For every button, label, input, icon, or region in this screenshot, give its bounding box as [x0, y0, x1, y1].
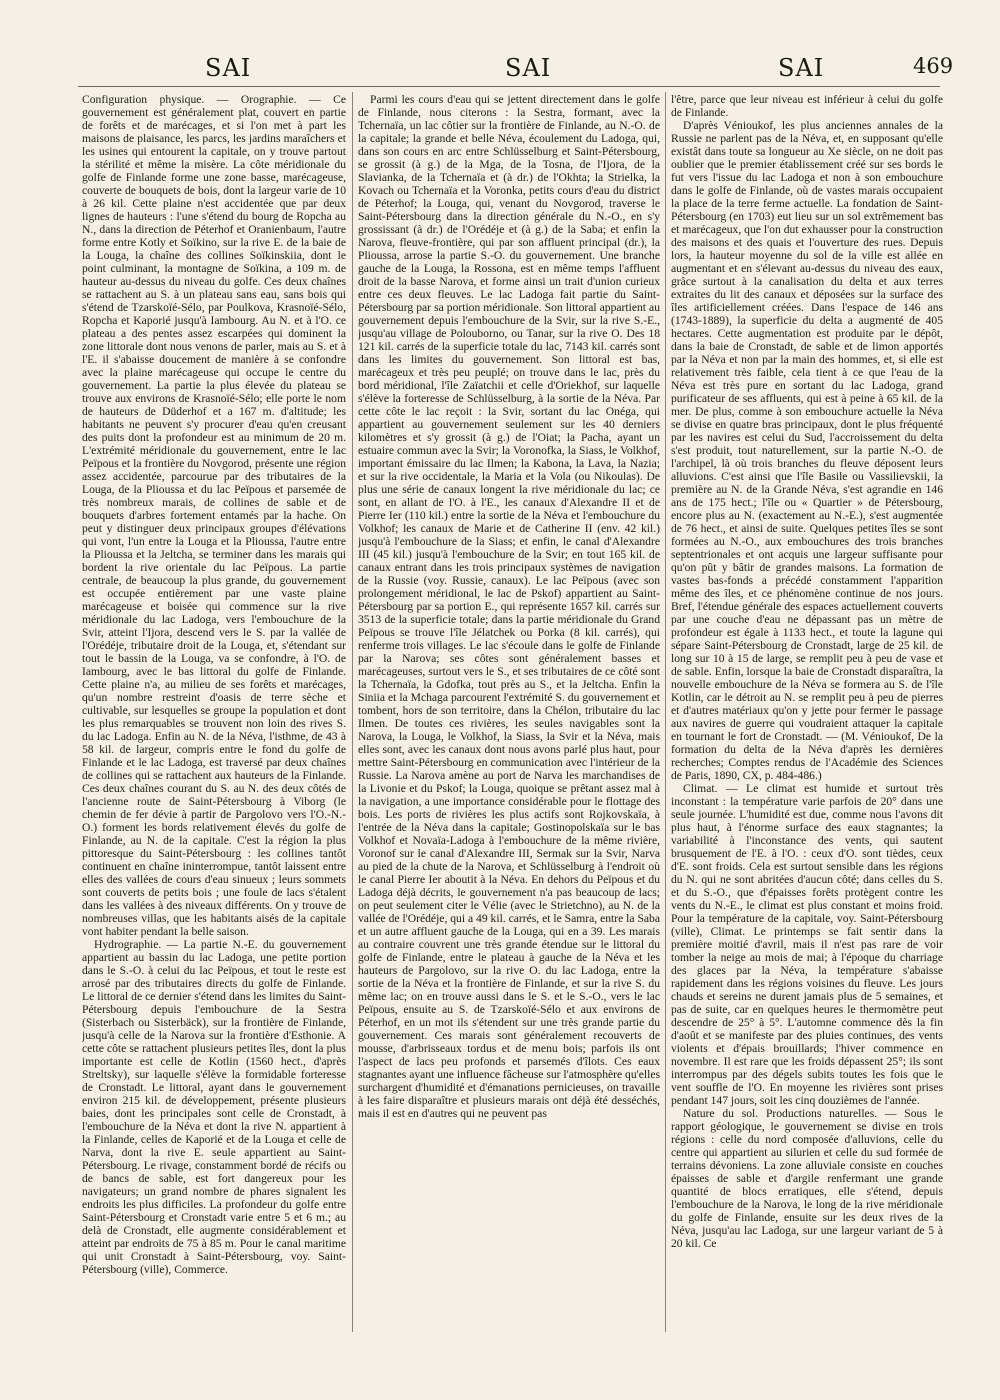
running-header-center: SAI — [505, 54, 552, 82]
running-header-left: SAI — [205, 54, 252, 82]
paragraph-hydrographie: Hydrographie. — La partie N.-E. du gouvernement appartient au bassin du lac Ladoga, une petite portion dans le S.-O. à celui du lac Peïpous, et tout le reste est arrosé par des tributaires directs du golfe de Finlande. Le littoral de ce dernier s'étend dans les limites du Saint-Pétersbourg depuis l'embouchure de la Sestra (Sisterbach ou Sisterbäck), sur la frontière de Finlande, jusqu'à celle de la Narova sur la frontière d'Esthonie. A cette côte se rattachent plusieurs petites îles, dont la plus importante est celle de Kotlin (1560 hect., d'après Streltsky), sur laquelle s'élève la formidable forteresse de Cronstadt. Le littoral, ayant dans le gouvernement environ 215 kil. de développement, présente plusieurs baies, dont les principales sont celle de Cronstadt, à l'embouchure de la Néva et dont la rive N. appartient à la Finlande, celles de Kaporié et de la Louga et celle de Narva, dont la rive E. seule appartient au Saint-Pétersbourg. Le rivage, constamment bordé de récifs ou de bancs de sable, est fort dangereux pour les navigateurs; un grand nombre de phares signalent les endroits les plus difficiles. La profondeur du golfe entre Saint-Pétersbourg et Cronstadt varie entre 5 et 6 m.; au delà de Cronstadt, elle augmente considérablement et atteint par endroits de 75 à 85 m. Pour le canal maritime qui unit Cronstadt à Saint-Pétersbourg, voy. Saint-Pétersbourg (ville), Commerce. — [82, 938, 346, 1276]
paragraph-cours-d-eau: Parmi les cours d'eau qui se jettent directement dans le golfe de Finlande, nous citerons : la Sestra, formant, avec la Tchernaïa, un lac côtier sur la frontière de Finlande, au N.-O. de la capitale; la grande et belle Néva, écoulement du Ladoga, qui, dans son cours en arc entre Schlüsselburg et Saint-Pétersbourg, se grossit (à g.) de la Mga, de la Tosna, de l'Ijora, de la Slavianka, de la Tchernaïa et (à dr.) de l'Okhta; la Strielka, la Kovach ou Tchernaïa et la Voronka, petits cours d'eau du district de Péterhof; la Louga, qui, venant du Novgorod, traverse le Saint-Pétersbourg dans la direction générale du N.-O., en s'y grossissant (à dr.) de l'Orédéje et (à g.) de la Saba; et enfin la Narova, fleuve-frontière, qui par son affluent principal (dr.), la Plioussa, arrose la partie S.-O. du gouvernement. Une branche gauche de la Louga, la Rossona, est en même temps l'affluent droit de la basse Narova, et forme ainsi un trait d'union curieux entre ces deux fleuves. Le lac Ladoga fait partie du Saint-Pétersbourg par sa portion méridionale. Son littoral appartient au gouvernement depuis l'embouchure de la Svir, sur la rive S.-E., jusqu'au village de Polouborno, ou Tanar, sur la rive O. Des 18 121 kil. carrés de la superficie totale du lac, 7143 kil. carrés sont dans les limites du gouvernement. Son littoral est bas, marécageux et très peu peuplé; on trouve dans le lac, près du bord méridional, l'île Zaïatchii et celle d'Oriekhof, sur laquelle s'élève la forteresse de Schlüsselburg, à la sortie de la Néva. Par cette côte le lac reçoit : la Svir, sortant du lac Onéga, qui appartient au gouvernement seulement sur les 40 derniers kilomètres et s'y grossit (à g.) de l'Oiat; la Pacha, ayant un estuaire commun avec la Svir; la Voronofka, la Siass, le Volkhof, important émissaire du lac Ilmen; la Kabona, la Lava, la Nazia; et sur la rive occidentale, la Maria et la Vola (ou Nikoulas). De plus une série de canaux longent la rive méridionale du lac; ce sont, en allant de l'O. à l'E., les canaux d'Alexandre II et de Pierre Ier (110 kil.) entre la sortie de la Néva et l'embouchure du Volkhof; les canaux de Marie et de Catherine II (env. 42 kil.) jusqu'à l'embouchure de la Siass; et enfin, le canal d'Alexandre III (45 kil.) jusqu'à l'embouchure de la Svir; en tout 165 kil. de canaux entrant dans les trois principaux systèmes de navigation de la Russie (voy. Russie, canaux). Le lac Peïpous (avec son prolongement méridional, le lac de Pskof) appartient au Saint-Pétersbourg par sa portion E., qui représente 1657 kil. carrés sur 3513 de la superficie totale; dans la partie méridionale du Grand Peïpous se trouve l'île Jélatchek ou Porka (8 kil. carrés), qui renferme trois villages. Le lac s'écoule dans le golfe de Finlande par la Narova; ses côtes sont généralement basses et marécageuses, surtout vers le S., et ses tributaires de ce côté sont la Tchernaïa, la Gdofka, tout près au S., et la Jeltcha. Enfin la Siniia et la Mchaga parcourent l'extrémité S. du gouvernement et tombent, hors de son territoire, dans la Chélon, tributaire du lac Ilmen. De toutes ces rivières, les seules navigables sont la Narova, la Louga, le Volkhof, la Siass, la Svir et la Néva, mais elles sont, avec les canaux dont nous avons parlé plus haut, pour mettre Saint-Pétersbourg en communication avec l'intérieur de la Russie. La Narova amène au port de Narva les marchandises de la Livonie et du Pskof; la Louga, quoique se prêtant assez mal à la navigation, a une importance considérable pour le flottage des bois. Les ports de rivières les plus actifs sont Rojkovskaïa, à l'entrée de la Néva dans la capitale; Gostinopolskaïa sur le bas Volkhof et Novaïa-Ladoga à l'embouchure de la même rivière, Voronof sur le canal d'Alexandre III, Sermak sur la Svir, Narva au pied de la chute de la Narova, et Schlüsselburg à l'endroit où le canal Pierre Ier aboutit à la Néva. En dehors du Peïpous et du Ladoga déjà décrits, le gouvernement n'a pas beaucoup de lacs; on peut seulement citer le Vélie (avec le Strietchno), au N. de la vallée de l'Orédéje, qui a 49 kil. carrés, et le Samra, entre la Saba et un autre affluent gauche de la Louga, qui en a 39. Les marais au contraire couvrent une très grande étendue sur le littoral du golfe de Finlande, entre le plateau à gauche de la Néva et les hauteurs de Pargolovo, sur la rive O. du lac Ladoga, entre la sortie de la Néva et la frontière de Finlande, et sur la rive S. du même lac; on en trouve aussi dans le S. et le S.-O., vers le lac Peïpous, ensuite au S. de Tzarskoïé-Sélo et aux environs de Péterhof, en un mot ils s'étendent sur une très grande partie du gouvernement. Ces marais sont généralement recouverts de mousse, d'arbrisseaux tordus et de menu bois; parfois ils ont l'aspect de lacs peu profonds et parsemés d'îlots. Ces eaux stagnantes ayant une influence fâcheuse sur l'atmosphère qu'elles surchargent d'humidité et d'émanations pernicieuses, on travaille à les faire disparaître et plusieurs marais ont déjà été desséchés, mais il est en d'autres qui ne peuvent pas — [358, 93, 660, 1120]
text-column-2 — [358, 93, 660, 1331]
paragraph-climat: Climat. — Le climat est humide et surtout très inconstant : la température varie parfois de 20° dans une seule journée. L'humidité est due, comme nous l'avons dit plus haut, à l'énorme surface des eaux stagnantes; la variabilité à l'inconstance des vents, qui sautent brusquement de l'E. à l'O. : ceux d'O. sont tièdes, ceux d'E. sont froids. Cela est surtout sensible dans les régions du N. qui ne sont abritées d'aucun côté; dans celles du S. et du S.-O., que d'épaisses forêts protègent contre les vents du N.-E., le climat est plus constant et moins froid. Pour la température de la capitale, voy. Saint-Pétersbourg (ville), Climat. Le printemps se fait sentir dans la première moitié d'avril, mais il n'est pas rare de voir tomber la neige au mois de mai; à l'époque du charriage des glaces par la Néva, la température s'abaisse rapidement dans les régions voisines du fleuve. Les jours chauds et sereins ne durent jamais plus de 5 semaines, et pas de suite, car en quelques heures le thermomètre peut descendre de 25° à 5°. L'automne commence dès la fin d'août et se manifeste par des pluies continues, des vents violents et d'épais brouillards; l'hiver commence en novembre. Il est rare que les froids dépassent 25°; ils sont interrompus par des dégels subits toutes les fois que le vent souffle de l'O. En moyenne les rivières sont prises pendant 147 jours, soit les cinq douzièmes de l'année. — [671, 782, 943, 1107]
column-divider-2 — [665, 92, 666, 1332]
header-rule — [78, 86, 940, 87]
paragraph-continuation: l'être, parce que leur niveau est inférieur à celui du golfe de Finlande. — [671, 93, 943, 119]
text-column-1 — [82, 93, 346, 1331]
page-number: 469 — [913, 54, 954, 78]
column-divider-1 — [352, 92, 353, 1332]
paragraph-orographie: Configuration physique. — Orographie. — Ce gouvernement est généralement plat, couvert en partie de forêts et de marécages, et si l'on met à part les maisons de plaisance, les parcs, les jardins maraîchers et les usines qui entourent la capitale, on y trouve partout la stérilité et même la misère. La côte méridionale du golfe de Finlande forme une zone basse, marécageuse, couverte de bouquets de bois, dont la largeur varie de 10 à 26 kil. Cette plaine n'est accidentée que par deux lignes de hauteurs : l'une s'étend du bourg de Ropcha au N., dans la direction de Péterhof et Oranienbaum, l'autre forme entre Kotly et Soïkino, sur la rive E. de la baie de la Louga, la chaîne des collines Soïkinskiia, dont le point culminant, la montagne de Soïkina, a 109 m. de hauteur au-dessus du niveau du golfe. Ces deux chaînes se rattachent au S. à un plateau sans eau, sans bois qui s'étend de Tzarskoïé-Sélo, par Poulkova, Krasnoïé-Sélo, Ropcha et Kaporié jusqu'à Iambourg. Au N. et à l'O. ce plateau a des pentes assez escarpées qui dominent la zone littorale dont nous venons de parler, mais au S. et à l'E. il s'abaisse doucement de manière à se confondre avec la plaine marécageuse qui occupe le centre du gouvernement. La partie la plus élevée du plateau se trouve aux environs de Krasnoïé-Sélo; elle porte le nom de hauteurs de Düderhof et a 167 m. d'altitude; les habitants ne peuvent s'y procurer d'eau qu'en creusant des puits dont la profondeur est au minimum de 20 m. L'extrémité méridionale du gouvernement, entre le lac Peïpous et la frontière du Novgorod, présente une région assez accidentée, parcourue par des tributaires de la Louga, de la Plioussa et du lac Peïpous et parsemée de très nombreux marais, de collines de sable et de bouquets d'arbres fortement entamés par la hache. On peut y distinguer deux principaux groupes d'élévations qui vont, l'un entre la Louga et la Plioussa, l'autre entre la Plioussa et la Jeltcha, se terminer dans les marais qui bordent la rive orientale du lac Peïpous. La partie centrale, de beaucoup la plus grande, du gouvernement est occupée entièrement par une vaste plaine marécageuse et boisée qui commence sur la rive méridionale du lac Ladoga, vers l'embouchure de la Svir, atteint l'Ijora, descend vers le S. par la vallée de l'Orédéje, tributaire droit de la Louga, et, s'étendant sur tout le bassin de la Louga, va se confondre, à l'O. de Iambourg, avec le bas littoral du golfe de Finlande. Cette plaine n'a, au milieu de ses forêts et marécages, qu'un nombre restreint d'oasis de terre sèche et cultivable, sur lesquelles se groupe la population et dont les plus remarquables se trouvent non loin des rives S. du lac Ladoga. Enfin au N. de la Néva, l'isthme, de 43 à 58 kil. de largeur, compris entre le fond du golfe de Finlande et le lac Ladoga, est traversé par deux chaînes de collines qui se rattachent aux hauteurs de la Finlande. Ces deux chaînes courant du S. au N. des deux côtés de l'ancienne route de Saint-Pétersbourg à Viborg (le chemin de fer dévie à partir de Pargolovo vers l'O.-N.-O.) forment les bords relativement élevés du golfe de Finlande, au N. de la capitale. C'est la région la plus pittoresque du Saint-Pétersbourg : les collines tantôt continuent en chaîne ininterrompue, tantôt laissent entre elles des vallées de cours d'eau sinueux ; leurs sommets sont couverts de petits bois ; une foule de lacs s'étalent dans les vallées à des niveaux différents. On y trouve de nombreuses villas, que les habitants aisés de la capitale vont habiter pendant la belle saison. — [82, 93, 346, 938]
paragraph-delta-neva: D'après Vénioukof, les plus anciennes annales de la Russie ne parlent pas de la Néva, et, en supposant qu'elle existât dans toute sa longueur au Xe siècle, on ne doit pas oublier que le premier établissement créé sur ses bords le fut vers l'issue du lac Ladoga et non à son embouchure dans le golfe de Finlande, où de vastes marais occupaient la place de la terre ferme actuelle. La fondation de Saint-Pétersbourg (en 1703) eut lieu sur un sol extrêmement bas et marécageux, que l'on dut exhausser pour la construction des maisons et des quais et l'ouverture des rues. Depuis lors, la hauteur moyenne du sol de la ville est allée en augmentant et en s'élevant au-dessus du niveau des eaux, grâce surtout à la canalisation du delta et aux terres extraites du lit des canaux et déposées sur la surface des îles artificiellement créées. Dans l'espace de 146 ans (1743-1889), la superficie du delta a augmenté de 405 hectares. Cette augmentation est produite par le dépôt, dans la baie de Cronstadt, de sable et de limon apportés par la Néva et non par la main des hommes, et, si elle est relativement très faible, cela tient à ce que l'eau de la Néva est très pure en sortant du lac Ladoga, grand purificateur de ses affluents, qui est à peine à 65 kil. de la mer. De plus, comme à son embouchure actuelle la Néva se divise en quatre bras principaux, dont le plus fréquenté par les navires est celui du Sud, l'accroissement du delta s'est produit, tout naturellement, sur la partie N.-O. de l'archipel, là où trois branches du fleuve déposent leurs alluvions. C'est ainsi que l'île Basile ou Vassilievskii, la première au N. de la Grande Néva, s'est agrandie en 146 ans de 175 hect.; l'île ou « Quartier » de Pétersbourg, encore plus au N. (exactement au N.-E.), s'est augmentée de 76 hect., et ainsi de suite. Quelques petites îles se sont formées au N.-O., aux embouchures des trois branches septentrionales et ont acquis une largeur suffisante pour qu'on pût y bâtir de grandes maisons. La formation de vastes bas-fonds a précédé constamment l'apparition même des îles, et ce phénomène continue de nos jours. Bref, l'étendue générale des espaces actuellement couverts par une couche d'eau ne dépassant pas un mètre de profondeur est égale à 1133 hect., et toute la lagune qui sépare Saint-Pétersbourg de Cronstadt, large de 25 kil. de long sur 10 à 15 de large, se remplit peu à peu de vase et de sable. Enfin, lorsque la baie de Cronstadt disparaîtra, la nouvelle embouchure de la Néva se formera au S. de l'île Kotlin, car le détroit au N. se remplit peu à peu de pierres et d'autres matériaux qu'on y jette pour fermer le passage aux navires de guerre qui voudraient attaquer la capitale en tournant le fort de Cronstadt. — (M. Vénioukof, De la formation du delta de la Néva d'après les dernières recherches; Comptes rendus de l'Académie des Sciences de Paris, 1890, CX, p. 484-486.) — [671, 119, 943, 782]
text-column-3 — [671, 93, 943, 1281]
paragraph-nature-du-sol: Nature du sol. Productions naturelles. — Sous le rapport géologique, le gouvernement se divise en trois régions : celle du nord composée d'alluvions, celle du centre qui appartient au silurien et celle du sud formée de terrains dévoniens. La zone alluviale consiste en couches épaisses de sable et d'argile renfermant une grande quantité de blocs erratiques, elle s'étend, depuis l'embouchure de la Narova, le long de la rive méridionale du golfe de Finlande, ensuite sur les deux rives de la Néva, jusqu'au lac Ladoga, sur une largeur variant de 5 à 20 kil. Ce — [671, 1107, 943, 1250]
running-header-right: SAI — [778, 54, 825, 82]
